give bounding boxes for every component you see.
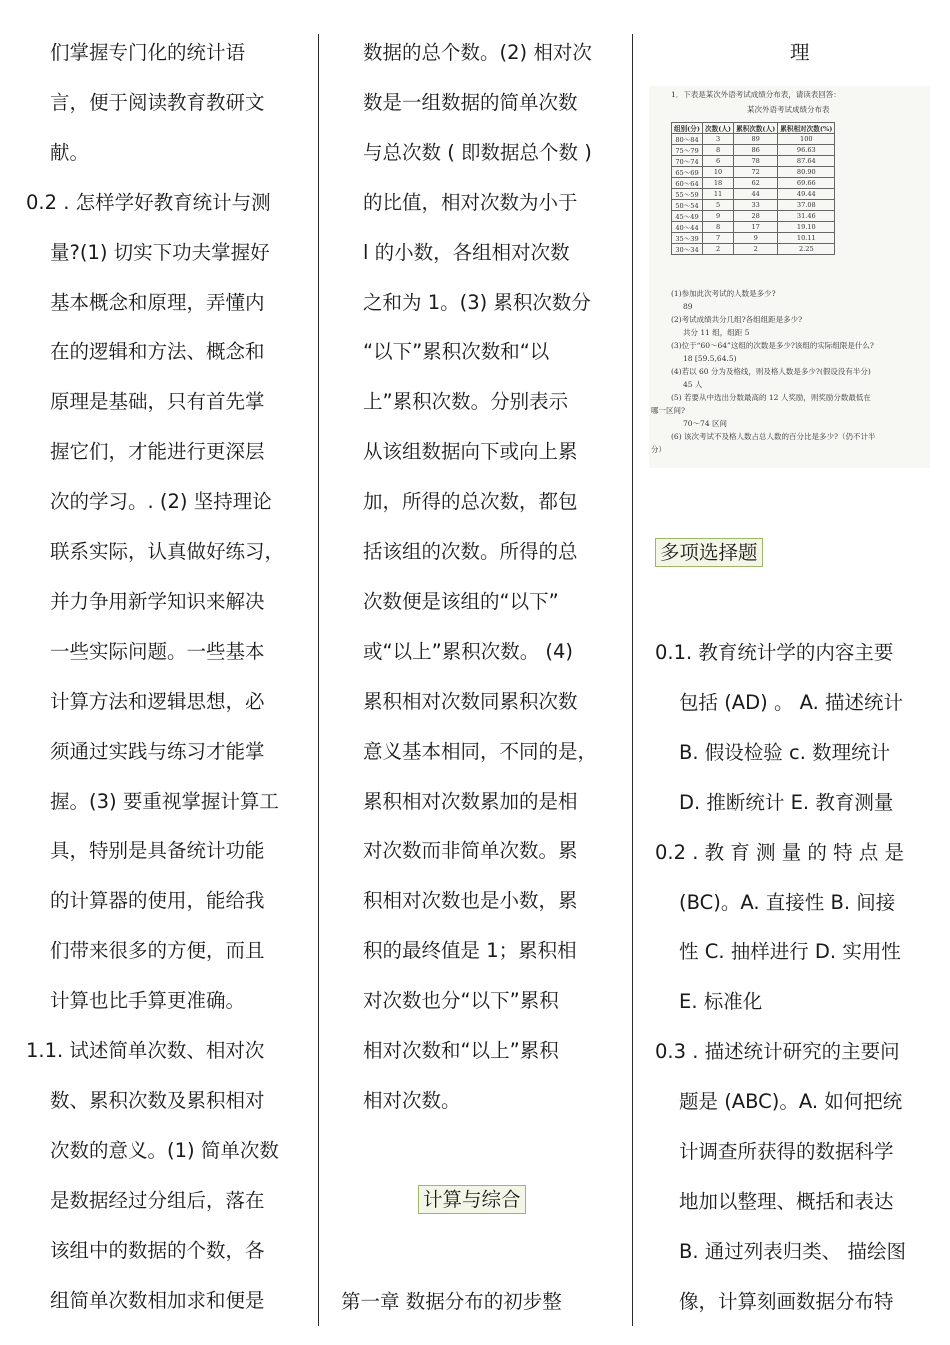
table-cell: 80.90 (778, 167, 835, 178)
text-line: 次的学习。. (2) 坚持理论 (50, 490, 272, 514)
text-line: “以下”累积次数和“以 (363, 340, 550, 364)
table-cell: 50～54 (672, 200, 703, 211)
continued-title: 理 (790, 41, 810, 64)
text-line: 对次数而非简单次数。累 (363, 839, 578, 863)
table-cell: 18 (703, 178, 734, 189)
text-line: 言，便于阅读教育教研文 (50, 90, 265, 114)
text-line: 献。 (50, 140, 90, 164)
table-cell: 10 (703, 167, 734, 178)
table-row (672, 156, 835, 167)
text-line: 组简单次数相加求和便是 (50, 1288, 265, 1312)
text-line: 包括 (AD) 。 A. 描述统计 (679, 690, 904, 714)
text-line: 们带来很多的方便，而且 (50, 939, 265, 963)
table-row (672, 233, 835, 244)
text-line: 累积相对次数累加的是相 (363, 789, 578, 813)
figure-title: 1．下表是某次外语考试成绩分布表，请读表回答： (671, 90, 841, 99)
table-cell: 45～49 (672, 211, 703, 222)
table-cell: 30～34 (672, 244, 703, 255)
figure-question-line: 70～74 区间 (683, 419, 727, 428)
table-cell: 72 (734, 167, 778, 178)
text-line: 地加以整理、概括和表达 (679, 1189, 894, 1213)
text-line: 该组中的数据的个数，各 (50, 1238, 265, 1262)
score-distribution-figure (649, 86, 930, 468)
table-cell: 44 (734, 189, 778, 200)
table-cell: 86 (734, 145, 778, 156)
table-cell: 2 (703, 244, 734, 255)
table-cell: 33 (734, 200, 778, 211)
table-cell: 62 (734, 178, 778, 189)
text-line: 积的最终值是 1；累积相 (363, 939, 577, 963)
text-line: l 的小数，各组相对次数 (363, 240, 570, 264)
table-cell: 9 (703, 211, 734, 222)
table-cell: 6 (703, 156, 734, 167)
text-line: (BC)。A. 直接性 B. 间接 (679, 890, 896, 914)
table-row (672, 189, 835, 200)
text-line: 握它们，才能进行更深层 (50, 440, 265, 464)
text-line: 之和为 1。(3) 累积次数分 (363, 290, 591, 314)
text-line: 具，特别是具备统计功能 (50, 839, 265, 863)
figure-question-line: (2)考试成绩共分几组?各组组距是多少? (671, 315, 803, 324)
table-cell: 31.46 (778, 211, 835, 222)
table-cell: 96.63 (778, 145, 835, 156)
table-row (672, 167, 835, 178)
heading-calculation: 计算与综合 (418, 1188, 526, 1212)
table-cell: 100 (778, 134, 835, 145)
text-line: 对次数也分“以下”累积 (363, 989, 559, 1013)
text-line: B. 假设检验 c. 数理统计 (679, 740, 891, 764)
table-cell: 3 (703, 134, 734, 145)
table-cell: 8 (703, 145, 734, 156)
text-line: 累积相对次数同累积次数 (363, 689, 578, 713)
text-line: 计调查所获得的数据科学 (679, 1140, 894, 1163)
text-line: 是数据经过分组后，落在 (50, 1188, 265, 1212)
text-line: 们掌握专门化的统计语 (50, 41, 246, 64)
text-line: 相对次数和“以上”累积 (363, 1039, 559, 1062)
table-row (672, 222, 835, 233)
text-line: 0.2 . 教 育 测 量 的 特 点 是 (655, 840, 904, 864)
figure-question-line: (1)参加此次考试的人数是多少? (671, 289, 776, 298)
text-line: 或“以上”累积次数。 (4) (363, 639, 574, 663)
text-line: 次数的意义。(1) 简单次数 (50, 1138, 279, 1162)
table-cell: 2.25 (778, 244, 835, 255)
text-line: 0.2 . 怎样学好教育统计与测 (26, 190, 271, 214)
text-line: 数是一组数据的简单次数 (363, 90, 578, 114)
text-line: D. 推断统计 E. 教育测量 (679, 790, 894, 814)
figure-question-line: (3)位于“60～64”这组的次数是多少?该组的实际组限是什么? (671, 341, 874, 350)
table-cell: 37.08 (778, 200, 835, 211)
table-cell: 19.10 (778, 222, 835, 233)
table-cell: 35～39 (672, 233, 703, 244)
text-line: 的比值，相对次数为小于 (363, 190, 578, 214)
table-cell: 8 (703, 222, 734, 233)
table-cell: 49.44 (778, 189, 835, 200)
text-line: 意义基本相同，不同的是， (363, 739, 598, 763)
text-line: 原理是基础，只有首先掌 (50, 390, 265, 414)
figure-question-line: (6) 该次考试不及格人数占总人数的百分比是多少?（仍不计半 (671, 432, 876, 441)
text-line: 相对次数。 (363, 1088, 461, 1112)
text-line: 一些实际问题。一些基本 (50, 639, 265, 663)
table-cell: 11 (703, 189, 734, 200)
figure-question-line: 89 (683, 302, 693, 311)
table-row (672, 178, 835, 189)
table-cell: 80～84 (672, 134, 703, 145)
text-line: E. 标准化 (679, 990, 763, 1014)
table-cell: 5 (703, 200, 734, 211)
text-line: 次数便是该组的“以下” (363, 589, 559, 613)
table-cell: 10.11 (778, 233, 835, 244)
figure-subtitle: 某次外语考试成绩分布表 (747, 105, 830, 114)
text-line: 性 C. 抽样进行 D. 实用性 (679, 940, 901, 964)
table-cell: 70～74 (672, 156, 703, 167)
text-line: 括该组的次数。所得的总 (363, 540, 578, 563)
table-cell: 17 (734, 222, 778, 233)
column-divider-1 (318, 34, 319, 1326)
table-header-cell: 次数(人) (703, 123, 734, 134)
column-divider-2 (632, 34, 633, 1326)
table-cell: 2 (734, 244, 778, 255)
text-line: 的计算器的使用，能给我 (50, 889, 265, 913)
text-line: 数据的总个数。(2) 相对次 (363, 41, 592, 64)
text-line: 0.3 . 描述统计研究的主要问 (655, 1040, 900, 1064)
table-cell: 7 (703, 233, 734, 244)
table-cell: 55～59 (672, 189, 703, 200)
table-row (672, 145, 835, 156)
text-line: 积相对次数也是小数，累 (363, 889, 578, 913)
figure-question-line: 分） (651, 445, 666, 454)
table-cell: 75～79 (672, 145, 703, 156)
table-cell: 60～64 (672, 178, 703, 189)
text-line: B. 通过列表归类、 描绘图 (679, 1239, 906, 1263)
text-line: 数、累积次数及累积相对 (50, 1088, 265, 1112)
table-row (672, 200, 835, 211)
table-cell: 78 (734, 156, 778, 167)
table-cell: 65～69 (672, 167, 703, 178)
text-line: 1.1. 试述简单次数、相对次 (26, 1039, 265, 1062)
text-line: 量?(1) 切实下功夫掌握好 (50, 240, 270, 264)
table-row (672, 244, 835, 255)
text-line: 握。(3) 要重视掌握计算工 (50, 789, 279, 813)
text-line: 并力争用新学知识来解决 (50, 589, 265, 613)
table-cell: 40～44 (672, 222, 703, 233)
text-line: 基本概念和原理，弄懂内 (50, 290, 265, 314)
text-line: 上”累积次数。分别表示 (363, 390, 569, 414)
table-header-cell: 组别(分) (672, 123, 703, 134)
figure-question-line: (5) 若要从中选出分数最高的 12 人奖励，则奖励分数最低在 (671, 393, 871, 402)
text-line: 像，计算刻画数据分布特 (679, 1289, 894, 1313)
text-line: 从该组数据向下或向上累 (363, 440, 578, 464)
table-row (672, 211, 835, 222)
text-line: 计算也比手算更准确。 (50, 989, 246, 1013)
text-line: 联系实际，认真做好练习， (50, 540, 285, 563)
text-line: 计算方法和逻辑思想，必 (50, 689, 265, 713)
text-line: 须通过实践与练习才能掌 (50, 739, 265, 763)
text-line: 与总次数 ( 即数据总个数 ) (363, 140, 592, 164)
table-cell: 69.66 (778, 178, 835, 189)
table-header-cell: 累积相对次数(%) (778, 123, 835, 134)
table-cell: 87.64 (778, 156, 835, 167)
table-cell: 9 (734, 233, 778, 244)
table-row (672, 134, 835, 145)
figure-question-line: 45 人 (683, 380, 703, 389)
table-cell: 89 (734, 134, 778, 145)
table-header-cell: 累积次数(人) (734, 123, 778, 134)
score-distribution-table (671, 122, 835, 255)
figure-question-line: 共分 11 组，组距 5 (683, 328, 750, 337)
text-line: 0.1. 教育统计学的内容主要 (655, 641, 894, 664)
figure-question-line: (4)若以 60 分为及格线，则及格人数是多少?(假设没有半分) (671, 367, 871, 376)
chapter-title: 第一章 数据分布的初步整 (341, 1290, 562, 1313)
heading-multiple-choice: 多项选择题 (655, 541, 763, 565)
table-cell: 28 (734, 211, 778, 222)
figure-question-line: 18 [59.5,64.5) (683, 354, 737, 363)
text-line: 在的逻辑和方法、概念和 (50, 340, 265, 364)
text-line: 加，所得的总次数，都包 (363, 490, 578, 514)
figure-question-line: 哪一区间? (651, 406, 686, 415)
text-line: 题是 (ABC)。A. 如何把统 (679, 1090, 903, 1114)
